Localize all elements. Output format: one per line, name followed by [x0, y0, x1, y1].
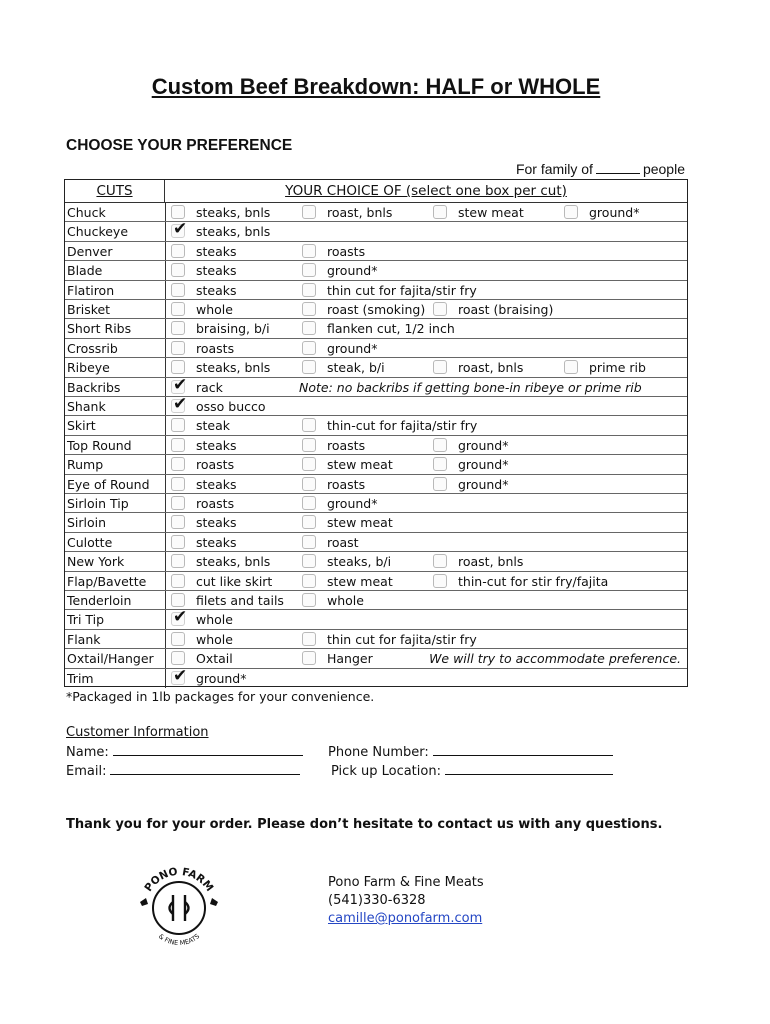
- option-label: roasts: [327, 437, 366, 453]
- option-label: thin cut for fajita/stir fry: [327, 631, 477, 647]
- table-header: [65, 180, 687, 203]
- checkbox[interactable]: [302, 554, 316, 568]
- option-label: steaks: [196, 282, 237, 298]
- checkbox[interactable]: [171, 360, 185, 374]
- email-label: Email:: [66, 764, 107, 779]
- option-label: stew meat: [327, 573, 393, 589]
- column-divider: [165, 552, 166, 570]
- checkbox[interactable]: [171, 205, 185, 219]
- column-divider: [165, 242, 166, 260]
- option-label: whole: [196, 302, 233, 317]
- table-row: [65, 261, 687, 280]
- column-divider: [165, 591, 166, 609]
- checkbox[interactable]: [302, 321, 316, 335]
- header-cuts: CUTS: [65, 180, 165, 203]
- column-divider: [165, 533, 166, 551]
- thank-you-message: Thank you for your order. Please don’t hesitate to contact us with any questions.: [66, 817, 663, 832]
- table-row: [65, 436, 687, 455]
- cut-name: Short Ribs: [67, 321, 132, 337]
- checked-checkbox[interactable]: [171, 607, 188, 628]
- column-divider: [165, 222, 166, 240]
- option-label: osso bucco: [196, 399, 266, 414]
- cuts-table: [64, 179, 688, 687]
- table-row: [65, 358, 687, 377]
- table-row: [65, 394, 687, 416]
- checked-checkbox[interactable]: [171, 394, 188, 414]
- table-row: [65, 591, 687, 610]
- pickup-field[interactable]: [331, 763, 613, 779]
- name-field[interactable]: [66, 744, 303, 760]
- cut-name: Sirloin Tip: [67, 496, 129, 511]
- cut-name: Denver: [67, 243, 113, 259]
- checkmark-icon: ✔: [173, 665, 188, 686]
- cut-name: Oxtail/Hanger: [67, 651, 154, 667]
- row-note: We will try to accommodate preference.: [429, 651, 681, 667]
- checked-checkbox[interactable]: [171, 374, 188, 395]
- checked-checkbox[interactable]: [171, 219, 188, 240]
- table-row: [65, 319, 687, 338]
- cut-name: Flank: [67, 631, 101, 647]
- column-divider: [165, 397, 166, 415]
- checkbox[interactable]: [302, 535, 316, 549]
- family-size-blank[interactable]: [596, 162, 640, 174]
- option-label: thin-cut for stir fry/fajita: [458, 573, 609, 589]
- checkbox[interactable]: [302, 515, 316, 529]
- checkbox[interactable]: [302, 302, 316, 316]
- checkbox[interactable]: [302, 632, 316, 646]
- option-label: whole: [327, 593, 364, 608]
- cut-name: Flatiron: [67, 282, 115, 298]
- cut-name: Ribeye: [67, 360, 110, 376]
- column-divider: [165, 513, 166, 531]
- option-label: braising, b/i: [196, 321, 270, 337]
- table-row: [65, 572, 687, 591]
- option-label: roast (braising): [458, 302, 554, 317]
- contact-company: Pono Farm & Fine Meats: [328, 875, 484, 890]
- option-label: steaks: [196, 534, 237, 550]
- checkbox[interactable]: [302, 263, 316, 277]
- pono-farm-logo: [136, 862, 222, 948]
- column-divider: [165, 436, 166, 454]
- checkbox[interactable]: [302, 418, 316, 432]
- checkbox[interactable]: [302, 360, 316, 374]
- table-row: [65, 416, 687, 435]
- column-divider: [165, 261, 166, 279]
- table-row: [65, 339, 687, 358]
- checkbox[interactable]: [171, 554, 185, 568]
- option-label: steaks, bnls: [196, 205, 271, 220]
- option-label: whole: [196, 631, 233, 647]
- checkbox[interactable]: [171, 457, 185, 471]
- email-blank[interactable]: [110, 763, 300, 775]
- cut-name: Chuck: [67, 205, 106, 220]
- option-label: steaks, b/i: [327, 554, 392, 570]
- table-row: [65, 203, 687, 222]
- option-label: ground*: [458, 476, 509, 492]
- option-label: thin-cut for fajita/stir fry: [327, 418, 478, 434]
- option-label: roasts: [327, 476, 366, 492]
- column-divider: [165, 455, 166, 473]
- phone-blank[interactable]: [433, 744, 613, 756]
- checkbox[interactable]: [302, 651, 316, 665]
- column-divider: [165, 203, 166, 221]
- checkbox[interactable]: [302, 477, 316, 491]
- option-label: roast: [327, 534, 359, 550]
- option-label: cut like skirt: [196, 573, 273, 589]
- table-row: [65, 300, 687, 319]
- checkbox[interactable]: [302, 244, 316, 258]
- cut-name: Backribs: [67, 379, 121, 395]
- option-label: roast, bnls: [458, 360, 524, 376]
- column-divider: [165, 339, 166, 357]
- checkmark-icon: ✔: [173, 374, 188, 395]
- option-label: whole: [196, 612, 233, 628]
- option-label: roasts: [196, 340, 235, 356]
- option-label: steaks, bnls: [196, 224, 271, 240]
- cut-name: Flap/Bavette: [67, 573, 147, 589]
- cut-name: Sirloin: [67, 515, 107, 531]
- phone-field[interactable]: [328, 744, 613, 760]
- option-label: steaks, bnls: [196, 554, 271, 570]
- cut-name: Culotte: [67, 534, 113, 550]
- checkbox[interactable]: [302, 341, 316, 355]
- option-label: steaks, bnls: [196, 360, 271, 376]
- checkbox[interactable]: [564, 360, 578, 374]
- option-label: ground*: [327, 496, 378, 511]
- option-label: steaks: [196, 243, 237, 259]
- family-suffix: people: [642, 161, 685, 177]
- option-label: ground*: [458, 457, 509, 473]
- checkbox[interactable]: [302, 438, 316, 452]
- cut-name: Tenderloin: [67, 593, 132, 608]
- checkbox[interactable]: [433, 438, 447, 452]
- table-row: [65, 665, 687, 688]
- option-label: ground*: [196, 670, 247, 686]
- preference-heading: CHOOSE YOUR PREFERENCE: [66, 137, 293, 154]
- table-row: [65, 607, 687, 629]
- checkbox[interactable]: [433, 477, 447, 491]
- option-label: steaks: [196, 476, 237, 492]
- checkbox[interactable]: [171, 302, 185, 316]
- checkbox[interactable]: [171, 438, 185, 452]
- checkbox[interactable]: [302, 457, 316, 471]
- option-label: prime rib: [589, 360, 646, 376]
- cut-name: Chuckeye: [67, 224, 129, 240]
- checkbox[interactable]: [171, 263, 185, 277]
- option-label: ground*: [589, 205, 640, 220]
- checkbox[interactable]: [302, 593, 316, 607]
- option-label: stew meat: [327, 515, 393, 531]
- name-blank[interactable]: [113, 744, 303, 756]
- cut-name: New York: [67, 554, 125, 570]
- header-choice: YOUR CHOICE OF (select one box per cut): [285, 183, 567, 199]
- table-row: [65, 374, 687, 397]
- cut-name: Tri Tip: [67, 612, 105, 628]
- option-label: ground*: [458, 437, 509, 453]
- checkbox[interactable]: [171, 496, 185, 510]
- checkbox[interactable]: [433, 574, 447, 588]
- option-label: roasts: [196, 457, 235, 473]
- column-divider: [165, 378, 166, 396]
- column-divider: [165, 630, 166, 648]
- table-row: [65, 281, 687, 300]
- cut-name: Rump: [67, 457, 104, 473]
- option-label: roasts: [327, 243, 366, 259]
- table-row: [65, 649, 687, 668]
- option-label: stew meat: [327, 457, 393, 473]
- column-divider: [165, 319, 166, 337]
- option-label: flanken cut, 1/2 inch: [327, 321, 455, 337]
- table-row: [65, 455, 687, 474]
- checkbox[interactable]: [302, 574, 316, 588]
- checkbox[interactable]: [302, 205, 316, 219]
- column-divider: [165, 669, 166, 688]
- name-label: Name:: [66, 745, 109, 760]
- pickup-label: Pick up Location:: [331, 764, 441, 779]
- option-label: ground*: [327, 340, 378, 356]
- logo-bottom-text: & FINE MEATS: [156, 932, 202, 948]
- customer-info-heading: Customer Information: [66, 725, 209, 740]
- pickup-blank[interactable]: [445, 763, 613, 775]
- option-label: roast, bnls: [327, 205, 393, 220]
- cut-name: Trim: [67, 670, 94, 686]
- checkmark-icon: ✔: [173, 219, 188, 240]
- contact-email-link[interactable]: camille@ponofarm.com: [328, 911, 483, 926]
- column-divider: [165, 610, 166, 628]
- cut-name: Eye of Round: [67, 476, 150, 492]
- checkbox[interactable]: [171, 651, 185, 665]
- option-label: steak: [196, 418, 231, 434]
- option-label: rack: [196, 379, 223, 395]
- table-row: [65, 513, 687, 532]
- contact-phone: (541)330-6328: [328, 893, 426, 908]
- table-row: [65, 552, 687, 571]
- document-title: Custom Beef Breakdown: HALF or WHOLE: [151, 74, 601, 99]
- checkbox[interactable]: [171, 477, 185, 491]
- phone-label: Phone Number:: [328, 745, 429, 760]
- checkbox[interactable]: [171, 632, 185, 646]
- checkbox[interactable]: [171, 244, 185, 258]
- logo-top-text: PONO FARM: [142, 865, 216, 894]
- option-label: steaks: [196, 263, 237, 279]
- family-prefix: For family of: [515, 161, 593, 177]
- checkbox[interactable]: [171, 515, 185, 529]
- checkmark-icon: ✔: [173, 394, 188, 414]
- packaging-footnote: *Packaged in 1lb packages for your convenience.: [66, 689, 375, 704]
- checkbox[interactable]: [433, 554, 447, 568]
- option-label: roasts: [196, 496, 235, 511]
- checkbox[interactable]: [433, 360, 447, 374]
- checkbox[interactable]: [171, 593, 185, 607]
- column-divider: [165, 300, 166, 318]
- column-divider: [165, 494, 166, 512]
- option-label: roast, bnls: [458, 554, 524, 570]
- checkbox[interactable]: [171, 321, 185, 335]
- option-label: stew meat: [458, 205, 524, 220]
- checkbox[interactable]: [564, 205, 578, 219]
- checkbox[interactable]: [171, 418, 185, 432]
- checkbox[interactable]: [171, 535, 185, 549]
- option-label: roast (smoking): [327, 302, 426, 317]
- checkbox[interactable]: [302, 283, 316, 297]
- option-label: steaks: [196, 437, 237, 453]
- checkbox[interactable]: [433, 302, 447, 316]
- family-size-line: [516, 161, 685, 177]
- checkbox[interactable]: [171, 283, 185, 297]
- cut-name: Top Round: [67, 437, 132, 453]
- option-label: Oxtail: [196, 651, 233, 667]
- option-label: ground*: [327, 263, 378, 279]
- table-row: [65, 494, 687, 513]
- checkbox[interactable]: [433, 205, 447, 219]
- cut-name: Blade: [67, 263, 103, 279]
- cut-name: Brisket: [67, 302, 111, 317]
- table-row: [65, 219, 687, 241]
- checkbox[interactable]: [433, 457, 447, 471]
- column-divider: [165, 649, 166, 667]
- checked-checkbox[interactable]: [171, 665, 188, 686]
- checkbox[interactable]: [302, 496, 316, 510]
- table-row: [65, 630, 687, 649]
- table-row: [65, 533, 687, 552]
- option-label: thin cut for fajita/stir fry: [327, 282, 477, 298]
- column-divider: [165, 358, 166, 376]
- checkmark-icon: ✔: [173, 607, 188, 628]
- checkbox[interactable]: [171, 341, 185, 355]
- cut-name: Skirt: [67, 418, 96, 434]
- option-label: Hanger: [327, 651, 373, 667]
- column-divider: [165, 281, 166, 299]
- cut-name: Crossrib: [67, 340, 118, 356]
- checkbox[interactable]: [171, 574, 185, 588]
- table-row: [65, 475, 687, 494]
- column-divider: [165, 572, 166, 590]
- cut-name: Shank: [67, 399, 106, 414]
- option-label: steaks: [196, 515, 237, 531]
- email-field[interactable]: [66, 763, 300, 779]
- option-label: steak, b/i: [327, 360, 385, 376]
- column-divider: [165, 475, 166, 493]
- table-row: [65, 242, 687, 261]
- column-divider: [165, 416, 166, 434]
- row-note: Note: no backribs if getting bone-in ribeye or prime rib: [299, 379, 642, 395]
- option-label: filets and tails: [196, 593, 284, 608]
